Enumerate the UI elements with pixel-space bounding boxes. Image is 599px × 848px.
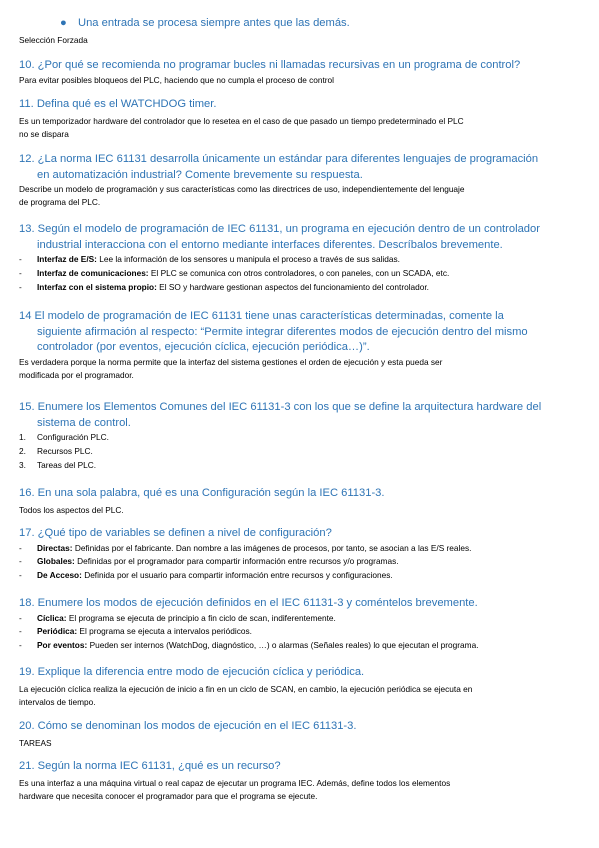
item-label: Interfaz con el sistema propio:	[37, 281, 157, 292]
list-item	[0, 542, 599, 556]
list-item	[0, 253, 599, 267]
answer-text: Describe un modelo de programación y sus características como las directrices de uso, independientemente del lenguaje	[19, 184, 465, 194]
question-17	[0, 526, 599, 583]
question-text: 15. Enumere los Elementos Comunes del IEC 61131-3 con los que se define la arquitectura hardware del	[19, 401, 542, 413]
question-text: 18. Enumere los modos de ejecución definidos en el IEC 61131-3 y coméntelos brevemente.	[19, 597, 478, 609]
item-text: Lee la información de los sensores u manipula el proceso a través de sus salidas.	[96, 254, 400, 264]
question-14	[0, 309, 599, 382]
question-text: industrial interacciona con el entorno mediante interfaces diferentes. Descríbalos brevemente.	[37, 238, 503, 251]
answer-text: intervalos de tiempo.	[19, 696, 96, 707]
list-marker: -	[19, 612, 22, 623]
answer-text: de programa del PLC.	[19, 197, 101, 207]
item-label: Interfaz de comunicaciones:	[37, 267, 149, 278]
answer-text: Es verdadera porque la norma permite que la interfaz del sistema gestiones el orden de ejecución y esta pueda ser	[19, 356, 443, 367]
question-text: 12. ¿La norma IEC 61131 desarrolla únicamente un estándar para diferentes lenguajes de programación	[19, 153, 539, 165]
list-item	[0, 459, 599, 473]
list-item	[0, 569, 599, 583]
question-text: controlador (por eventos, ejecución cíclica, ejecución periódica…)”.	[37, 341, 370, 353]
list-item	[0, 431, 599, 445]
question-11	[0, 97, 599, 141]
question-text: 10. ¿Por qué se recomienda no programar bucles ni llamadas recursivas en un programa de control?	[19, 59, 521, 71]
item-text: Definida por el usuario para compartir información entre recursos y configuraciones.	[81, 570, 393, 581]
answer-text: La ejecución cíclica realiza la ejecución de inicio a fin en un ciclo de SCAN, en cambio, la ejecución periódica se ejecuta en	[19, 683, 473, 694]
list-marker: 3.	[19, 459, 26, 470]
list-marker: 1.	[19, 432, 26, 442]
list-marker: -	[19, 267, 22, 278]
list-item	[0, 281, 599, 295]
item-text: El SO y hardware gestionan aspectos del funcionamiento del controlador.	[156, 281, 429, 292]
question-text: 14 El modelo de programación de IEC 61131 tiene unas características determinadas, comente la	[19, 310, 504, 322]
question-20	[0, 719, 599, 750]
question-16	[0, 486, 599, 517]
list-marker: -	[19, 254, 22, 264]
item-label: Interfaz de E/S:	[37, 254, 97, 264]
question-text: 16. En una sola palabra, qué es una Configuración según la IEC 61131-3.	[19, 487, 385, 499]
question-text: 11. Defina qué es el WATCHDOG timer.	[19, 98, 217, 110]
list-item	[0, 445, 599, 459]
question-text: 21. Según la norma IEC 61131, ¿qué es un recurso?	[19, 760, 281, 772]
list-item	[0, 555, 599, 569]
question-12	[0, 152, 599, 209]
question-text: en automatización industrial? Comente brevemente su respuesta.	[37, 168, 363, 181]
question-text: siguiente afirmación al respecto: “Permite integrar diferentes modos de ejecución dentro del mismo	[37, 325, 528, 338]
item-label: Directas:	[37, 542, 73, 553]
question-15	[0, 400, 599, 472]
item-label: Globales:	[37, 556, 75, 567]
top-bullet	[0, 16, 599, 31]
question-text: 19. Explique la diferencia entre modo de ejecución cíclica y periódica.	[19, 666, 365, 678]
item-text: El programa se ejecuta a intervalos periódicos.	[77, 626, 252, 637]
item-text: Recursos PLC.	[37, 445, 93, 456]
list-marker: -	[19, 640, 22, 651]
item-label: Por eventos:	[37, 640, 88, 651]
list-item	[0, 267, 599, 281]
item-text: El programa se ejecuta de principio a fin ciclo de scan, indiferentemente.	[66, 612, 336, 623]
bullet-dot-icon: ●	[60, 17, 67, 29]
answer-text: Selección Forzada	[19, 35, 88, 45]
question-text: 20. Cómo se denominan los modos de ejecución en el IEC 61131-3.	[19, 720, 357, 732]
top-bullet-text: Una entrada se procesa siempre antes que las demás.	[78, 17, 350, 29]
answer-text: TAREAS	[19, 737, 52, 748]
question-text: 17. ¿Qué tipo de variables se definen a nivel de configuración?	[19, 527, 332, 539]
item-label: Cíclica:	[37, 612, 67, 623]
list-marker: -	[19, 556, 22, 567]
question-13	[0, 222, 599, 294]
item-text: Configuración PLC.	[37, 432, 109, 442]
answer-text: Es una interfaz a una máquina virtual o real capaz de ejecutar un programa IEC. Además, define todos los elementos	[19, 777, 451, 788]
answer-text: Para evitar posibles bloqueos del PLC, haciendo que no cumpla el proceso de control	[19, 74, 335, 85]
question-18	[0, 596, 599, 653]
answer-text: hardware que necesita conocer el programador para que el programa se ejecute.	[19, 790, 318, 801]
list-item	[0, 625, 599, 639]
question-text: 13. Según el modelo de programación de IEC 61131, un programa en ejecución dentro de un controlador	[19, 223, 540, 235]
question-10	[0, 58, 599, 87]
item-label: De Acceso:	[37, 570, 82, 581]
list-item	[0, 639, 599, 653]
list-marker: -	[19, 570, 22, 581]
question-text: sistema de control.	[37, 416, 131, 429]
item-text: Pueden ser internos (WatchDog, diagnóstico, …) o alarmas (Señales reales) lo que ejecutan el programa.	[87, 640, 479, 651]
item-text: El PLC se comunica con otros controladores, o con paneles, con un SCADA, etc.	[148, 267, 450, 278]
item-text: Definidas por el fabricante. Dan nombre a las imágenes de procesos, por tanto, se asocian a las E/S reales.	[72, 542, 472, 553]
answer-text: Es un temporizador hardware del controlador que lo resetea en el caso de que pasado un tiempo predeterminado el PLC	[19, 115, 464, 126]
answer-text: Todos los aspectos del PLC.	[19, 504, 124, 515]
question-19	[0, 665, 599, 709]
list-marker: 2.	[19, 445, 26, 456]
top-answer	[0, 34, 599, 47]
list-item	[0, 612, 599, 626]
item-text: Definidas por el programador para compartir información entre recursos y/o programas.	[74, 556, 399, 567]
item-text: Tareas del PLC.	[37, 459, 97, 470]
question-21	[0, 759, 599, 803]
list-marker: -	[19, 542, 22, 553]
answer-text: modificada por el programador.	[19, 369, 134, 380]
item-label: Periódica:	[37, 626, 78, 637]
list-marker: -	[19, 626, 22, 637]
answer-text: no se dispara	[19, 128, 69, 139]
list-marker: -	[19, 281, 22, 292]
